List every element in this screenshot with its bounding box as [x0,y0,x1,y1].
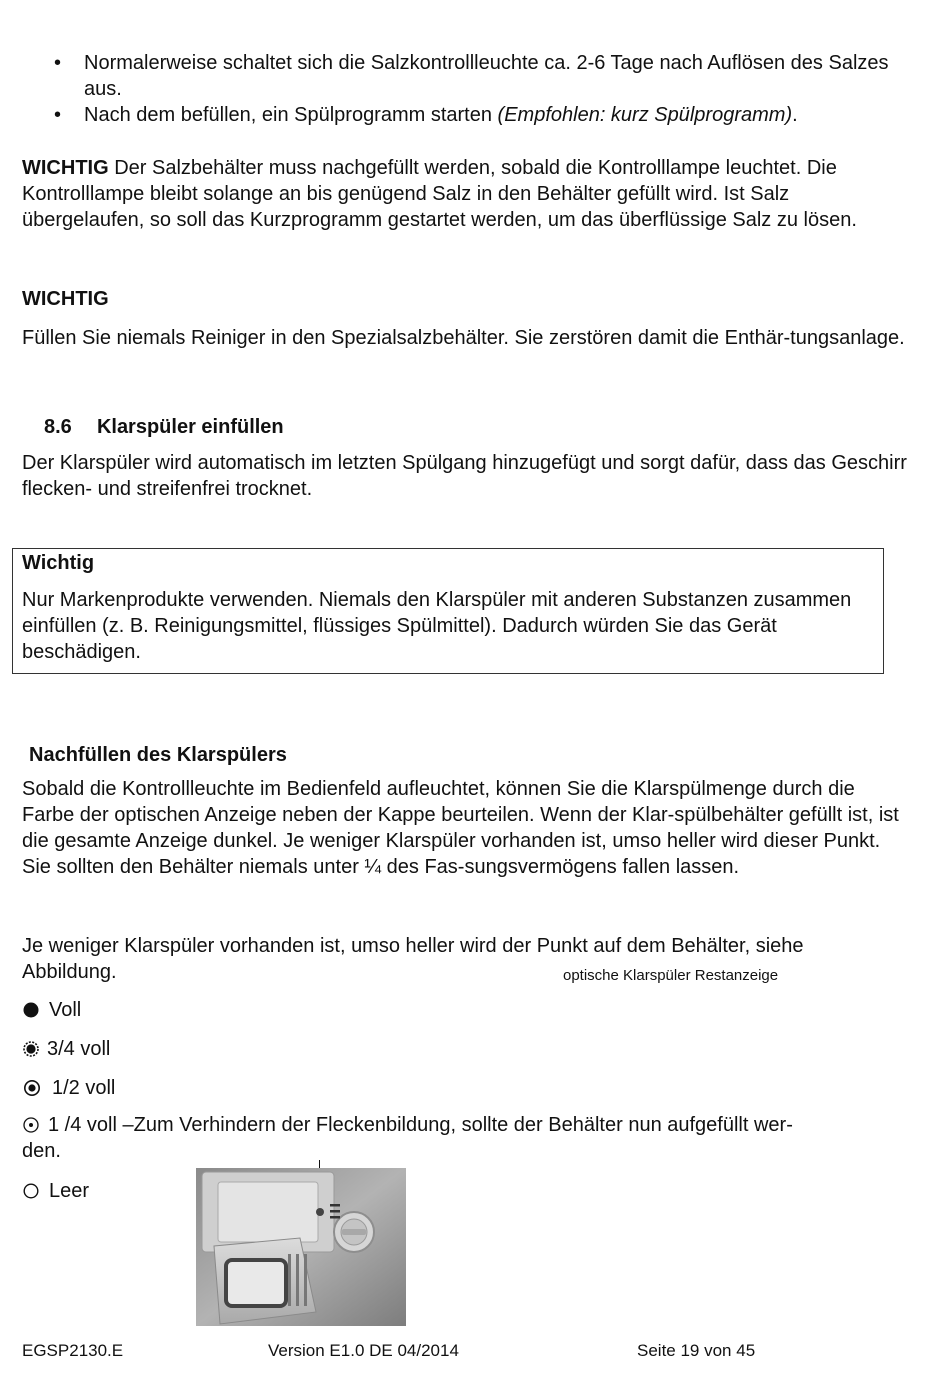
important-text: Der Salzbehälter muss nachgefüllt werden, sobald die Kontrolllampe leuchtet. Die Kontrolllampe bleibt solange an bis genügend Salz in den Behälter gefüllt wird. Ist Salz übergelaufen, so soll das Kurzprogramm gestartet werden, um das überflüssige Salz zu lösen. [22,157,857,231]
legend-label-continued: den. [22,1140,61,1162]
legend-row-quarter [22,1112,793,1138]
important-label: WICHTIG [22,157,109,179]
legend-row-three-quarter [22,1036,110,1062]
half-dot-icon [22,1079,42,1097]
section-heading [44,414,284,440]
section-intro: Der Klarspüler wird automatisch im letzten Spülgang hinzugefügt und sorgt dafür, dass das Geschirr flecken- und streifenfrei trocknet. [22,452,907,500]
legend-row-full [22,997,81,1023]
bullet-dot-icon: • [54,104,62,126]
footer-doc-id: EGSP2130.E [22,1341,124,1360]
legend-row-empty [22,1178,89,1204]
legend-row-half [22,1075,115,1101]
legend-label: 3/4 voll [47,1038,111,1060]
quarter-dot-icon [22,1116,40,1134]
footer-version: Version E1.0 DE 04/2014 [268,1341,459,1360]
bullet-italic-text: (Empfohlen: kurz Spülprogramm) [497,104,793,126]
legend-label: Leer [49,1180,90,1202]
important-text-2: Füllen Sie niemals Reiniger in den Spezialsalzbehälter. Sie zerstören damit die Enthär-tungsanlage. [22,327,905,349]
bullet-dot-icon: • [54,52,62,74]
section-title: Klarspüler einfüllen [96,416,284,438]
legend-label: 1 /4 voll –Zum Verhindern der Fleckenbildung, sollte der Behälter nun aufgefüllt wer- [48,1114,793,1136]
notice-text: Nur Markenprodukte verwenden. Niemals den Klarspüler mit anderen Substanzen zusammen einfüllen (z. B. Reinigungsmittel, flüssiges Spülmittel). Dadurch würden Sie das Gerät beschädigen. [22,589,852,663]
important-label-2: WICHTIG [22,288,109,310]
important-paragraph-1 [22,155,912,233]
notice-box [12,548,884,674]
bullet-text: Normalerweise schaltet sich die Salzkontrollleuchte ca. 2-6 Tage nach Auflösen des Salzes aus. [84,52,889,100]
refill-heading: Nachfüllen des Klarspülers [29,744,287,766]
footer-page-number: Seite 19 von 45 [637,1341,756,1360]
refill-text-2: Je weniger Klarspüler vorhanden ist, umso heller wird der Punkt auf dem Behälter, siehe [22,935,804,957]
empty-dot-icon [22,1182,40,1200]
rinse-aid-dispenser-image [196,1168,406,1326]
legend-label: Voll [49,999,82,1021]
bullet-list [50,50,910,128]
legend-label: 1/2 voll [52,1077,116,1099]
notice-title: Wichtig [22,552,95,574]
refill-text-2b: Abbildung. [22,961,117,983]
bullet-end: . [792,104,798,126]
three-quarter-dot-icon [22,1040,40,1058]
full-dot-icon [22,1001,40,1019]
bullet-item [50,50,910,102]
image-caption: optische Klarspüler Restanzeige [563,967,779,984]
section-number: 8.6 [44,416,72,438]
refill-text: Sobald die Kontrollleuchte im Bedienfeld aufleuchtet, können Sie die Klarspülmenge durch die Farbe der optischen Anzeige neben der Kappe beurteilen. Wenn der Klar-spülbehälter gefüllt ist, ist die gesamte Anzeige dunkel. Je weniger Klarspüler vorhanden ist, umso heller wird dieser Punkt. Sie sollten den Behälter niemals unter ¼ des Fas-sungsvermögens fallen lassen. [22,778,899,878]
bullet-item [50,102,910,128]
bullet-text: Nach dem befüllen, ein Spülprogramm starten [84,104,498,126]
